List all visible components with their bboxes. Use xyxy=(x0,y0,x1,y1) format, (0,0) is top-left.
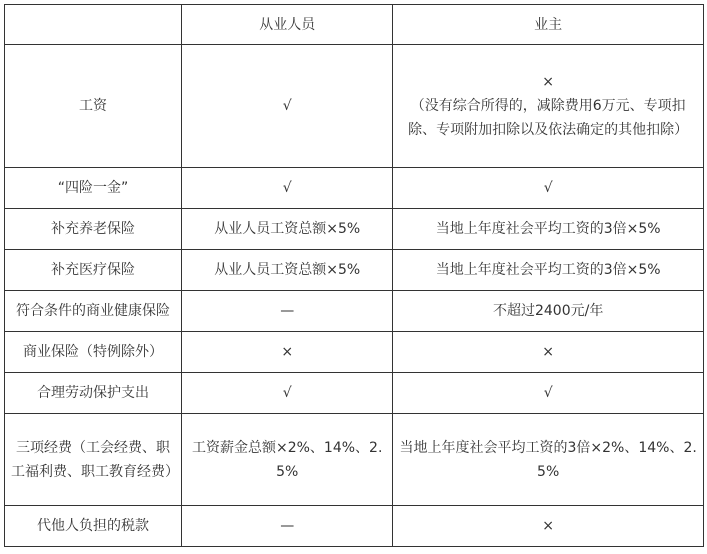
owner-cell: √ xyxy=(393,373,704,414)
owner-cell: × （没有综合所得的，减除费用6万元、专项扣除、专项附加扣除以及依法确定的其他扣除） xyxy=(393,45,704,168)
item-cell: 商业保险（特例除外） xyxy=(5,332,182,373)
item-cell: “四险一金” xyxy=(5,168,182,209)
deduction-comparison-table xyxy=(4,4,704,547)
employee-cell: 从业人员工资总额×5% xyxy=(182,250,393,291)
item-cell: 工资 xyxy=(5,45,182,168)
item-cell: 补充养老保险 xyxy=(5,209,182,250)
owner-cell: 当地上年度社会平均工资的3倍×5% xyxy=(393,209,704,250)
owner-cell: 不超过2400元/年 xyxy=(393,291,704,332)
owner-cell: 当地上年度社会平均工资的3倍×5% xyxy=(393,250,704,291)
header-owner: 业主 xyxy=(393,5,704,45)
employee-cell: 从业人员工资总额×5% xyxy=(182,209,393,250)
table-header-row xyxy=(5,5,704,45)
employee-cell: √ xyxy=(182,168,393,209)
table-row xyxy=(5,168,704,209)
item-cell: 合理劳动保护支出 xyxy=(5,373,182,414)
employee-cell: × xyxy=(182,332,393,373)
table-row xyxy=(5,506,704,547)
table-row xyxy=(5,332,704,373)
employee-cell: — xyxy=(182,506,393,547)
owner-cell: √ xyxy=(393,168,704,209)
owner-cell: 当地上年度社会平均工资的3倍×2%、14%、2.5% xyxy=(393,414,704,506)
table-row xyxy=(5,414,704,506)
header-item xyxy=(5,5,182,45)
table-row xyxy=(5,209,704,250)
table-row xyxy=(5,291,704,332)
owner-cell: × xyxy=(393,332,704,373)
item-cell: 三项经费（工会经费、职工福利费、职工教育经费） xyxy=(5,414,182,506)
table-row xyxy=(5,250,704,291)
owner-cell: × xyxy=(393,506,704,547)
item-cell: 补充医疗保险 xyxy=(5,250,182,291)
header-employee: 从业人员 xyxy=(182,5,393,45)
employee-cell: 工资薪金总额×2%、14%、2.5% xyxy=(182,414,393,506)
table-row xyxy=(5,373,704,414)
table-row xyxy=(5,45,704,168)
item-cell: 代他人负担的税款 xyxy=(5,506,182,547)
employee-cell: √ xyxy=(182,45,393,168)
item-cell: 符合条件的商业健康保险 xyxy=(5,291,182,332)
employee-cell: √ xyxy=(182,373,393,414)
employee-cell: — xyxy=(182,291,393,332)
